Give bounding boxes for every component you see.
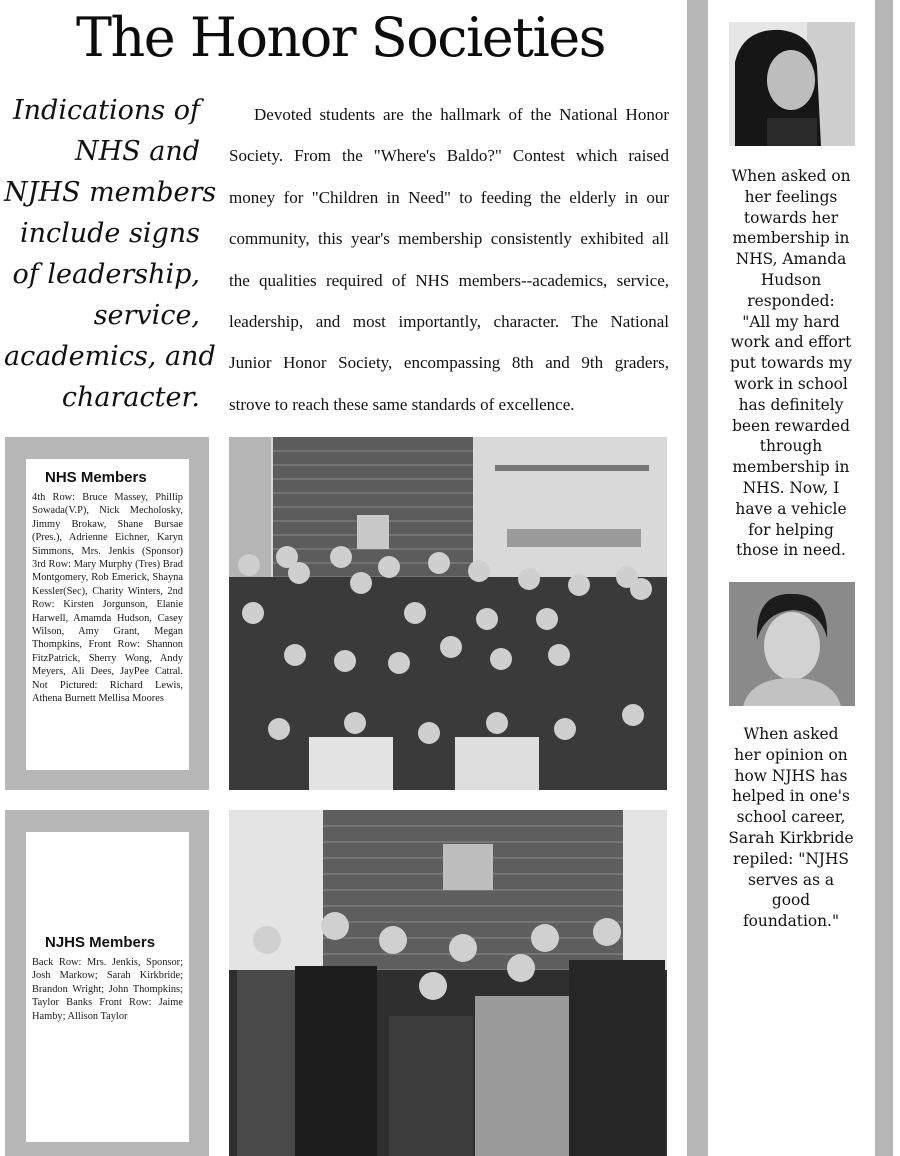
quote-line: membership in bbox=[732, 229, 850, 248]
njhs-caption-title: NJHS Members bbox=[45, 934, 156, 951]
njhs-caption-text: Back Row: Mrs. Jenkis, Sponsor; Josh Markow; Sarah Kirkbride; Brandon Wright; John Thompkins; Taylor Banks Front Row: Jaime Hamby; Allison Taylor bbox=[32, 957, 183, 1022]
quote-line: "All my hard bbox=[742, 312, 840, 331]
body-paragraph bbox=[229, 94, 669, 425]
njhs-group-photo-image bbox=[229, 810, 667, 1156]
body-line: the qualities required of NHS members--academics, service, bbox=[229, 270, 669, 290]
quote-line: membership in bbox=[732, 458, 850, 477]
intro-quote-line: character. bbox=[61, 382, 200, 413]
body-line: strove to reach these same standards of excellence. bbox=[229, 394, 575, 414]
intro-quote-line: NJHS members bbox=[4, 177, 217, 208]
quote-line: towards her bbox=[743, 208, 839, 227]
quote-line: When asked bbox=[743, 725, 839, 743]
intro-quote-line: academics, and bbox=[4, 341, 216, 372]
quote-line: have a vehicle bbox=[735, 499, 847, 518]
intro-quote-line: Indications of bbox=[12, 95, 200, 126]
quote-line: been rewarded bbox=[732, 416, 850, 435]
quote-line: NHS. Now, I bbox=[742, 478, 840, 497]
intro-quote-line: of leadership, bbox=[12, 259, 200, 290]
quote-line: for helping bbox=[748, 520, 834, 539]
quote-line: When asked on bbox=[731, 167, 851, 185]
body-line: leadership, and most importantly, character. The National bbox=[229, 312, 669, 332]
quote-line: serves as a bbox=[747, 870, 835, 889]
body-line: Society. From the "Where's Baldo?" Contest which raised bbox=[229, 146, 669, 166]
intro-quote-line: service, bbox=[93, 300, 200, 331]
sarah-kirkbride-portrait bbox=[729, 582, 855, 706]
nhs-caption-text: 4th Row: Bruce Massey, Phillip Sowada(V.P), Nick Mecholosky, Jimmy Brokaw, Shane Bursae (Pres.), Adrienne Eichner, Karyn Simmons, Mrs. Jenkis (Sponsor) 3rd Row: Mary Murphy (Tres) Brad Montgomery, Rob Emerick, Shayna Kessler(Sec), Charity Winters, 2nd Row: Kirsten Jorgunson, Elanie Harwell, Amamda Hudson, Casey Wilson, Amy Grant, Megan Thompkins, Front Row: Shannon FitzPatrick, Sherry Wong, Andy Meyers, Ali Dees, JayPee Catral. Not Pictured: Richard Lewis, Athena Burnett Mellisa Moores bbox=[32, 492, 183, 705]
page-title: The Honor Societies bbox=[76, 6, 605, 69]
quote-line: put towards my bbox=[730, 354, 852, 373]
nhs-caption-panel bbox=[26, 459, 189, 770]
quote-line: her feelings bbox=[744, 187, 838, 206]
quote-line: Sarah Kirkbride bbox=[728, 828, 854, 847]
sarah-kirkbride-portrait-image bbox=[729, 582, 855, 706]
quote-line: responded: bbox=[747, 291, 835, 310]
quote-line: has definitely bbox=[738, 395, 844, 414]
njhs-group-photo bbox=[229, 810, 667, 1156]
quote-line: through bbox=[759, 437, 823, 456]
quote-line: NHS, Amanda bbox=[735, 250, 847, 269]
intro-quote-line: include signs bbox=[19, 218, 200, 249]
quote-line: helped in one's bbox=[732, 787, 850, 806]
quote-line: good bbox=[771, 891, 811, 910]
quote-line: repiled: "NJHS bbox=[733, 849, 849, 868]
amanda-hudson-portrait bbox=[729, 22, 855, 146]
njhs-caption-panel bbox=[26, 832, 189, 1142]
nhs-caption-title: NHS Members bbox=[45, 469, 147, 486]
nhs-group-photo-image bbox=[229, 437, 667, 790]
sarah-kirkbride-quote bbox=[716, 724, 866, 932]
njhs-caption-box bbox=[5, 810, 209, 1156]
body-line: Junior Honor Society, encompassing 8th and 9th graders, bbox=[229, 353, 669, 373]
quote-line: work in school bbox=[734, 374, 848, 393]
quote-line: her opinion on bbox=[734, 745, 848, 764]
quote-line: work and effort bbox=[730, 333, 852, 352]
nhs-group-photo bbox=[229, 437, 667, 790]
nhs-caption-box bbox=[5, 437, 209, 790]
body-line: money for "Children in Need" to feeding the elderly in our bbox=[229, 187, 669, 207]
quote-line: foundation." bbox=[742, 912, 840, 931]
quote-line: those in need. bbox=[736, 541, 846, 560]
amanda-hudson-quote bbox=[716, 166, 866, 561]
body-line: community, this year's membership consistently exhibited all bbox=[229, 229, 669, 249]
intro-quote-line: NHS and bbox=[74, 136, 200, 167]
amanda-hudson-portrait-image bbox=[729, 22, 855, 146]
quote-line: Hudson bbox=[760, 270, 822, 289]
body-line: Devoted students are the hallmark of the National Honor bbox=[254, 105, 669, 124]
quote-line: school career, bbox=[736, 808, 846, 827]
quote-line: how NJHS has bbox=[734, 766, 848, 785]
intro-quote bbox=[4, 90, 217, 418]
